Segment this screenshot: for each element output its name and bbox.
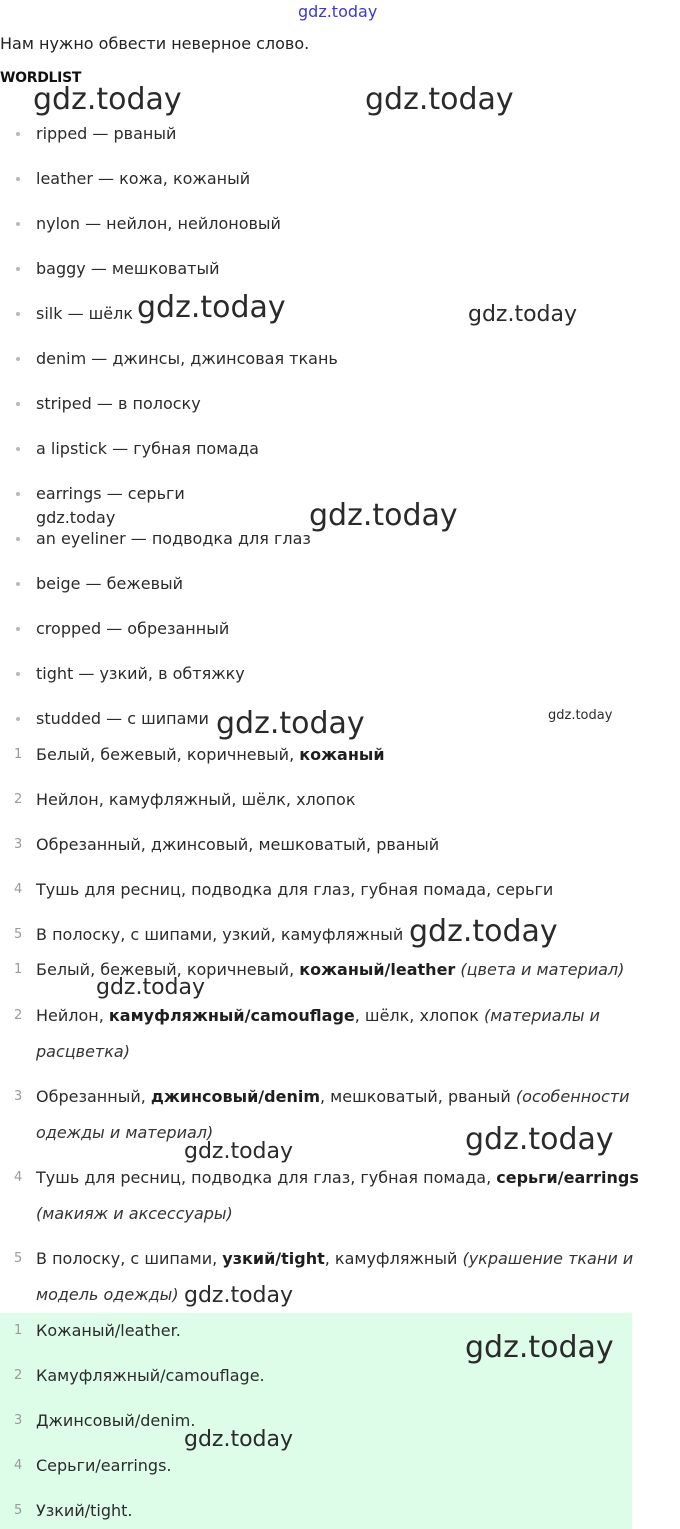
- watermark: gdz.today: [409, 914, 558, 949]
- watermark: gdz.today: [465, 1122, 614, 1157]
- bullet-icon: [16, 582, 20, 586]
- watermark: gdz.today: [36, 508, 116, 527]
- watermark: gdz.today: [309, 498, 458, 533]
- watermark: gdz.today: [184, 1139, 294, 1164]
- watermark: gdz.today: [468, 302, 578, 327]
- bullet-icon: [16, 717, 20, 721]
- bullet-icon: [16, 222, 20, 226]
- watermark: gdz.today: [33, 82, 182, 117]
- watermark: gdz.today: [184, 1427, 294, 1452]
- watermark: gdz.today: [465, 1330, 614, 1365]
- bullet-icon: [16, 492, 20, 496]
- bullet-icon: [16, 627, 20, 631]
- bullet-icon: [16, 312, 20, 316]
- watermark: gdz.today: [137, 290, 286, 325]
- watermark: gdz.today: [184, 1283, 294, 1308]
- bullet-icon: [16, 672, 20, 676]
- intro-text: Нам нужно обвести неверное слово.: [0, 34, 310, 53]
- bullet-icon: [16, 447, 20, 451]
- bullet-icon: [16, 357, 20, 361]
- top-watermark: gdz.today: [298, 2, 378, 21]
- bullet-icon: [16, 402, 20, 406]
- wordlist-title: WORDLIST: [0, 70, 82, 86]
- watermark: gdz.today: [365, 82, 514, 117]
- watermark: gdz.today: [548, 708, 613, 723]
- bullet-icon: [16, 267, 20, 271]
- watermark: gdz.today: [216, 706, 365, 741]
- bullet-icon: [16, 177, 20, 181]
- watermark: gdz.today: [96, 975, 206, 1000]
- bullet-icon: [16, 132, 20, 136]
- bullet-icon: [16, 537, 20, 541]
